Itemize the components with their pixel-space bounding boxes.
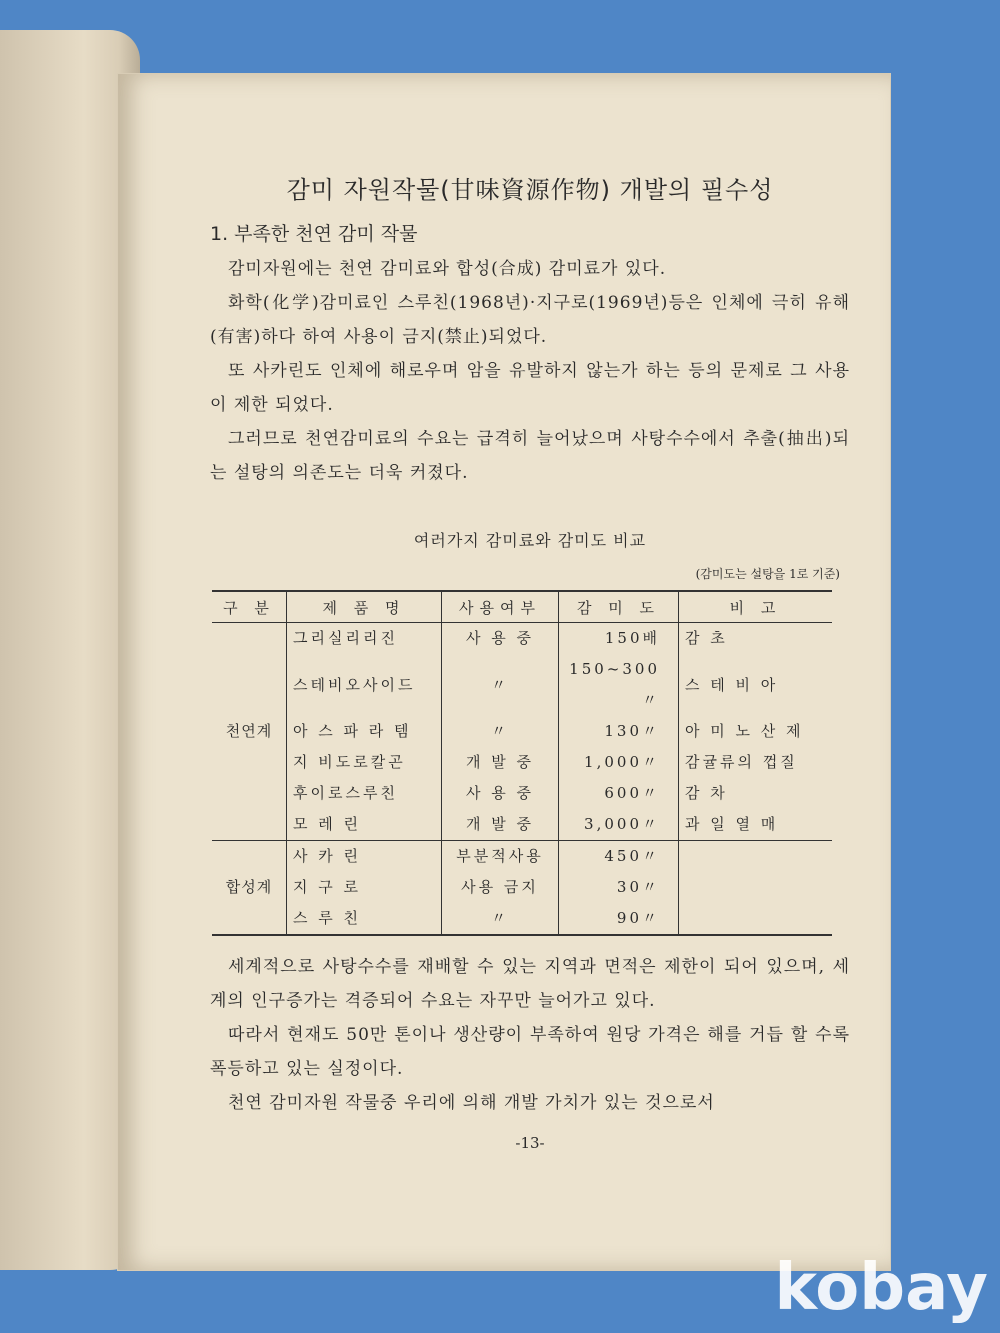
usage-cell: 〃: [442, 903, 559, 935]
table-row: [212, 747, 832, 778]
header-product: 제 품 명: [287, 591, 442, 623]
product-cell: 아 스 파 라 템: [287, 716, 442, 747]
product-cell: 스 루 친: [287, 903, 442, 935]
kobay-watermark: kobay: [774, 1251, 988, 1325]
table-row: [212, 903, 832, 935]
product-cell: 그리실리리진: [287, 623, 442, 655]
sweetness-cell: 3,000〃: [559, 809, 679, 841]
note-cell: [679, 872, 833, 903]
group-synthetic: 합성계: [212, 841, 287, 936]
note-cell: 감귤류의 껍질: [679, 747, 833, 778]
sweetness-cell: 150배: [559, 623, 679, 655]
sweetness-cell: 90〃: [559, 903, 679, 935]
product-cell: 스테비오사이드: [287, 654, 442, 716]
product-cell: 모 레 린: [287, 809, 442, 841]
paragraph: 화학(化学)감미료인 스루친(1968년)·지구로(1969년)등은 인체에 극히 유해(有害)하다 하여 사용이 금지(禁止)되었다.: [210, 293, 850, 347]
paragraph: 그러므로 천연감미료의 수요는 급격히 늘어났으며 사탕수수에서 추출(抽出)되는 설탕의 의존도는 더욱 커졌다.: [210, 429, 850, 483]
header-usage: 사용여부: [442, 591, 559, 623]
paragraph: 세계적으로 사탕수수를 재배할 수 있는 지역과 면적은 제한이 되어 있으며, 세계의 인구증가는 격증되어 수요는 자꾸만 늘어가고 있다.: [210, 957, 850, 1011]
table-row: [212, 841, 832, 873]
product-cell: 지 비도로칼곤: [287, 747, 442, 778]
product-cell: 지 구 로: [287, 872, 442, 903]
page-title: 감미 자원작물(甘味資源作物) 개발의 필수성: [286, 176, 774, 204]
header-sweetness: 감 미 도: [559, 591, 679, 623]
sweetness-cell: 130〃: [559, 716, 679, 747]
page-number: -13-: [515, 1134, 545, 1152]
header-category: 구 분: [212, 591, 287, 623]
usage-cell: 개 발 중: [442, 747, 559, 778]
section-heading: 1. 부족한 천연 감미 작물: [210, 223, 418, 245]
note-cell: 아 미 노 산 제: [679, 716, 833, 747]
note-cell: 감 초: [679, 623, 833, 655]
note-cell: [679, 841, 833, 873]
paragraph: 또 사카린도 인체에 해로우며 암을 유발하지 않는가 하는 등의 문제로 그 사용이 제한 되었다.: [210, 361, 850, 415]
paragraph: 감미자원에는 천연 감미료와 합성(合成) 감미료가 있다.: [228, 259, 667, 279]
sweetness-cell: 1,000〃: [559, 747, 679, 778]
note-cell: 감 차: [679, 778, 833, 809]
sweetness-cell: 30〃: [559, 872, 679, 903]
usage-cell: 개 발 중: [442, 809, 559, 841]
table-row: [212, 716, 832, 747]
table-note: (감미도는 설탕을 1로 기준): [695, 567, 840, 581]
note-cell: [679, 903, 833, 935]
table-row: [212, 809, 832, 841]
table-row: [212, 872, 832, 903]
table-row: [212, 623, 832, 655]
sweetness-cell: 450〃: [559, 841, 679, 873]
sweetness-cell: 600〃: [559, 778, 679, 809]
product-cell: 후이로스루친: [287, 778, 442, 809]
note-cell: 스 테 비 아: [679, 654, 833, 716]
paragraph: 천연 감미자원 작물중 우리에 의해 개발 가치가 있는 것으로서: [228, 1093, 715, 1113]
usage-cell: 사 용 중: [442, 778, 559, 809]
book-page: [118, 74, 890, 1270]
usage-cell: 〃: [442, 716, 559, 747]
note-cell: 과 일 열 매: [679, 809, 833, 841]
usage-cell: 사용 금지: [442, 872, 559, 903]
sweetener-comparison-table: [212, 590, 832, 936]
usage-cell: 사 용 중: [442, 623, 559, 655]
sweetness-cell: 150~300〃: [559, 654, 679, 716]
product-cell: 사 카 린: [287, 841, 442, 873]
usage-cell: 〃: [442, 654, 559, 716]
header-note: 비 고: [679, 591, 833, 623]
table-row: [212, 654, 832, 716]
table-title: 여러가지 감미료와 감미도 비교: [413, 531, 647, 550]
group-natural: 천연계: [212, 623, 287, 841]
usage-cell: 부분적사용: [442, 841, 559, 873]
page-content: [210, 170, 850, 1152]
table-header-row: [212, 591, 832, 623]
paragraph: 따라서 현재도 50만 톤이나 생산량이 부족하여 원당 가격은 해를 거듭 할 수록 폭등하고 있는 실정이다.: [210, 1025, 850, 1079]
table-row: [212, 778, 832, 809]
